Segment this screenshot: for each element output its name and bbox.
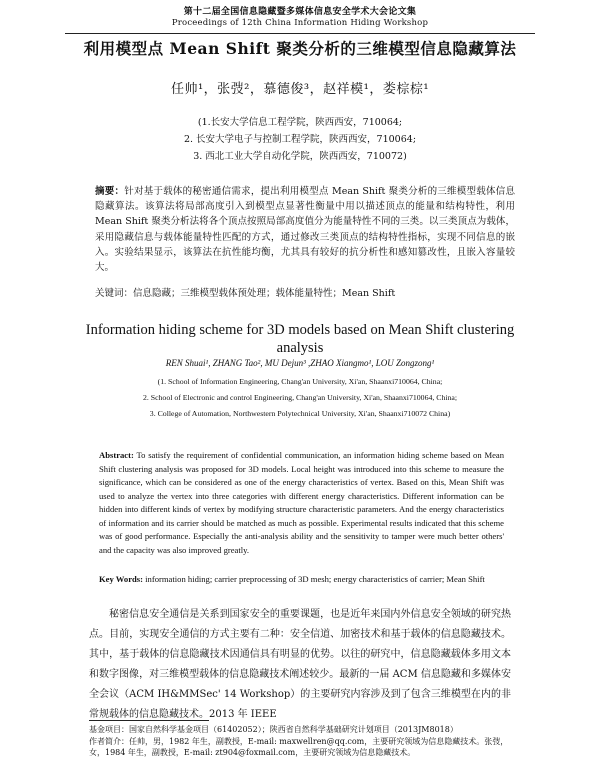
abstract-cn-label: 摘要： xyxy=(95,186,125,197)
footnote-rule xyxy=(89,720,209,721)
affiliation-cn-3: 3. 西北工业大学自动化学院，陕西西安，710072) xyxy=(193,151,407,162)
affiliation-cn-1: (1.长安大学信息工程学院，陕西西安，710064; xyxy=(197,117,403,128)
keywords-cn: 关键词：信息隐藏；三维模型载体预处理；载体能量特性；Mean Shift xyxy=(95,288,396,299)
running-head-en: Proceedings of 12th China Information Hiding Workshop xyxy=(171,18,429,28)
body-paragraph: 秘密信息安全通信是关系到国家安全的重要课题，也是近年来国内外信息安全领域的研究热点。目前，实现安全通信的方式主要有二种：安全信道、加密技术和基于载体的信息隐藏技术。其中，基于载体的信息隐藏技术因通信具有明显的优势。以往的研究中，信息隐藏载体多用文本和数字图像，对三维模型载体的信息隐藏技术阐述较少。最新的一届 ACM 信息隐藏和多媒体安全会议（ACM IH&MMSec' 14 Workshop）的主要研究内容涉及到了包含三维模型在内的非常规载体的信息隐藏技术。2013 年 IEEE xyxy=(89,609,511,720)
running-head xyxy=(0,7,600,29)
keywords-en-label: Key Words: xyxy=(99,574,144,584)
paper-title-cn: 利用模型点 Mean Shift 聚类分析的三维模型信息隐藏算法 xyxy=(83,39,517,58)
affiliation-en-1: (1. School of Information Engineering, Chang'an University, Xi'an, Shaanxi710064, China; xyxy=(157,377,443,386)
keywords-en xyxy=(99,574,519,584)
abstract-cn xyxy=(95,184,515,275)
abstract-en-text: To satisfy the requirement of confidential communication, an information hiding scheme based on Mean Shift clustering analysis was proposed for 3D models. Local height was introduced into this scheme to measure the significance, which can be considered as one of the energy characteristics of vertex. Based on this, Mean Shift was used to analyze the vertex into three categories with different energy characteristics. Different information can be hidden into different kinds of vertex by modifying structure characteristic parameters. And the energy characteristics of information and its carrier should be matched as much as possible. Experimental results indicated that this scheme was of good performance. Especially the anti-analysis ability and the sensitivity to tamper were much better others' and the capacity was also improved greatly. xyxy=(99,450,505,555)
abstract-en-label: Abstract: xyxy=(99,450,134,460)
abstract-cn-text: 针对基于载体的秘密通信需求，提出利用模型点 Mean Shift 聚类分析的三维模型载体信息隐藏算法。该算法将局部高度引入到模型点显著性衡量中用以描述顶点的能量和结构特性，利用 Mean Shift 聚类分析法将各个顶点按照局部高度值分为能量特性不同的三类。以三类顶点为载体，采用隐藏信息与载体能量特性匹配的方式，通过修改三类顶点的结构特性指标，实现不同信息的嵌入。实验结果显示，该算法在抗性能均衡，尤其具有较好的抗分析性和感知篡改性，且嵌入容量较大。 xyxy=(95,186,515,274)
authors-cn: 任帅¹，张弢²，慕德俊³，赵祥模¹，娄棕棕¹ xyxy=(170,82,430,97)
affiliation-en-2: 2. School of Electronic and control Engineering, Chang'an University, Xi'an, Shaanxi710064, China; xyxy=(142,393,458,402)
affiliation-cn-2: 2. 长安大学电子与控制工程学院，陕西西安，710064; xyxy=(183,134,417,145)
authors-en: REN Shuai¹, ZHANG Tao², MU Dejun³ ,ZHAO Xiangmo¹, LOU Zongzong¹ xyxy=(165,358,435,368)
footnote-author-bio: 作者简介：任帅，男，1982 年生，副教授，E-mail: maxwellren@qq.com，主要研究领域为信息隐藏技术。张弢，女，1984 年生，副教授，E-mail: zt904@foxmail.com，主要研究领域为信息隐藏技术。 xyxy=(89,737,509,757)
keywords-en-text: information hiding; carrier preprocessing of 3D mesh; energy characteristics of carrier; Mean Shift xyxy=(145,574,485,584)
affiliation-en-3: 3. College of Automation, Northwestern Polytechnical University, Xi'an, Shaanxi710072 China) xyxy=(149,409,451,418)
header-rule xyxy=(65,33,535,34)
abstract-en xyxy=(99,449,504,557)
running-head-cn: 第十二届全国信息隐藏暨多媒体信息安全学术大会论文集 xyxy=(183,7,417,17)
paper-title-en: Information hiding scheme for 3D models based on Mean Shift clustering analysis xyxy=(85,322,515,356)
footnote-funding: 基金项目：国家自然科学基金项目（61402052）；陕西省自然科学基础研究计划项目（2013JM8018） xyxy=(89,725,458,734)
